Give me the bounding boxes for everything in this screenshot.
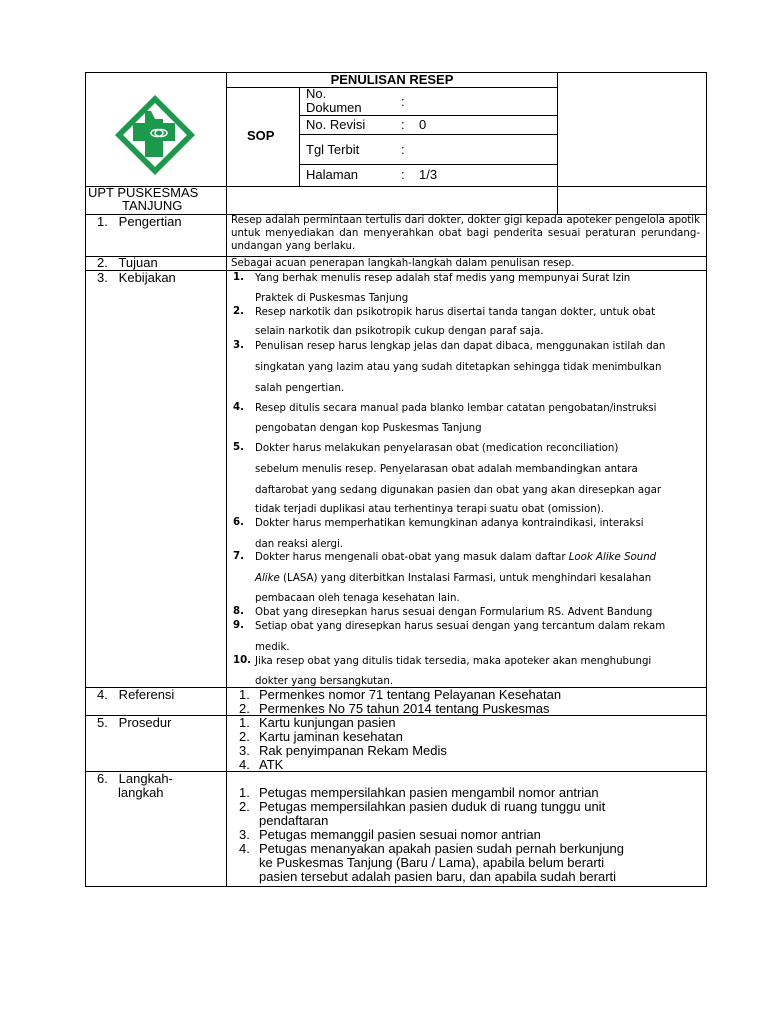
kebijakan-line-prefix: Dokter harus mengenali obat-obat yang masuk dalam daftar: [255, 552, 569, 563]
field-label-no-revisi: No. Revisi: [306, 117, 366, 132]
langkah-line: Petugas mempersilahkan pasien duduk di ruang tunggu unit: [259, 799, 606, 814]
kebijakan-number: 1.: [233, 272, 244, 283]
field-colon-no-revisi: :: [401, 117, 405, 132]
prosedur-number: 1.: [239, 715, 250, 730]
prosedur-number: 4.: [239, 757, 250, 772]
langkah-number: 2.: [239, 799, 250, 814]
kebijakan-line: daftarobat yang sedang digunakan pasien dan obat yang akan diresepkan agar: [255, 485, 662, 496]
langkah-number: 1.: [239, 785, 250, 800]
section-label-pengertian: 1. Pengertian: [97, 214, 182, 229]
kebijakan-number: 6.: [233, 517, 244, 528]
kebijakan-line: pengobatan dengan kop Puskesmas Tanjung: [255, 423, 482, 434]
referensi-item: Permenkes nomor 71 tentang Pelayanan Kesehatan: [259, 687, 562, 702]
kebijakan-number: 10.: [233, 655, 252, 666]
field-value-halaman: 1/3: [419, 167, 438, 182]
kebijakan-number: 2.: [233, 306, 244, 317]
kebijakan-line-italic: Alike: [255, 573, 280, 584]
kebijakan-line: Setiap obat yang diresepkan harus sesuai dengan yang tercantum dalam rekam: [255, 621, 666, 632]
kebijakan-line: dan reaksi alergi.: [255, 539, 344, 550]
section-label-kebijakan: 3. Kebijakan: [97, 270, 176, 285]
section-label-tujuan: 2. Tujuan: [97, 255, 158, 270]
langkah-line: Petugas menanyakan apakah pasien sudah pernah berkunjung: [259, 841, 624, 856]
kebijakan-line: Resep narkotik dan psikotropik harus disertai tanda tangan dokter, untuk obat: [255, 307, 656, 318]
tujuan-text: Sebagai acuan penerapan langkah-langkah dalam penulisan resep.: [231, 258, 575, 269]
prosedur-item: Kartu kunjungan pasien: [259, 715, 396, 730]
sop-label: SOP: [247, 128, 275, 143]
kebijakan-line: pembacaan oleh tenaga kesehatan lain.: [255, 593, 460, 604]
field-label-tgl-terbit: Tgl Terbit: [306, 142, 360, 157]
referensi-number: 1.: [239, 687, 250, 702]
prosedur-item: ATK: [259, 757, 284, 772]
prosedur-number: 3.: [239, 743, 250, 758]
kebijakan-line: Yang berhak menulis resep adalah staf medis yang mempunyai Surat Izin: [255, 273, 631, 284]
field-label-halaman: Halaman: [306, 167, 359, 182]
kebijakan-line: singkatan yang lazim atau yang sudah ditetapkan sehingga tidak menimbulkan: [255, 362, 662, 373]
section-label-langkah-2: langkah: [118, 785, 164, 800]
kebijakan-number: 4.: [233, 402, 244, 413]
kebijakan-line-rest: (LASA) yang diterbitkan Instalasi Farmasi, untuk menghindari kesalahan: [279, 573, 652, 584]
kebijakan-line: Praktek di Puskesmas Tanjung: [255, 293, 409, 304]
field-colon-no-dokumen: :: [401, 94, 405, 109]
kebijakan-number: 7.: [233, 551, 244, 562]
kebijakan-line: Resep ditulis secara manual pada blanko lembar catatan pengobatan/instruksi: [255, 403, 657, 414]
referensi-item: Permenkes No 75 tahun 2014 tentang Puskesmas: [259, 701, 550, 716]
kebijakan-line: tidak terjadi duplikasi atau terhentinya terapi suatu obat (omission).: [255, 504, 604, 515]
prosedur-number: 2.: [239, 729, 250, 744]
kebijakan-line: Obat yang diresepkan harus sesuai dengan Formularium RS. Advent Bandung: [255, 607, 653, 618]
section-label-referensi: 4. Referensi: [97, 687, 175, 702]
prosedur-item: Rak penyimpanan Rekam Medis: [259, 743, 447, 758]
kebijakan-line: sebelum menulis resep. Penyelarasan obat adalah membandingkan antara: [255, 464, 638, 475]
kebijakan-number: 8.: [233, 606, 244, 617]
kebijakan-line: dokter yang bersangkutan.: [255, 676, 394, 687]
kebijakan-number: 5.: [233, 442, 244, 453]
kebijakan-number: 9.: [233, 620, 244, 631]
pengertian-text: Resep adalah permintaan tertulis dari dokter, dokter gigi kepada apoteker pengelola apotik untuk menyediakan dan menyerahkan obat bagi penderita sesuai peraturan perundang-undangan yang berlaku.: [231, 215, 700, 252]
kebijakan-line: [255, 572, 699, 585]
kebijakan-number: 3.: [233, 340, 244, 351]
kebijakan-line: medik.: [255, 642, 290, 653]
langkah-line: pasien tersebut adalah pasien baru, dan apabila sudah berarti: [259, 869, 617, 884]
puskesmas-logo: [113, 93, 197, 177]
field-label-no-dokumen-2: Dokumen: [306, 100, 362, 115]
kebijakan-line: Dokter harus memperhatikan kemungkinan adanya kontraindikasi, interaksi: [255, 518, 644, 529]
langkah-line: Petugas mempersilahkan pasien mengambil nomor antrian: [259, 785, 599, 800]
langkah-line: ke Puskesmas Tanjung (Baru / Lama), apabila belum berarti: [259, 855, 605, 870]
langkah-number: 4.: [239, 841, 250, 856]
field-colon-tgl-terbit: :: [401, 142, 405, 157]
langkah-line: Petugas memanggil pasien sesuai nomor antrian: [259, 827, 541, 842]
prosedur-item: Kartu jaminan kesehatan: [259, 729, 403, 744]
org-name-line2: TANJUNG: [122, 198, 183, 213]
section-label-prosedur: 5. Prosedur: [97, 715, 172, 730]
kebijakan-line-italic: Look Alike Sound: [568, 552, 657, 563]
org-name-line1: UPT PUSKESMAS: [88, 185, 199, 200]
section-label-langkah-1: 6. Langkah-: [97, 771, 173, 786]
langkah-line: pendaftaran: [259, 813, 329, 828]
field-label-no-dokumen-1: No.: [306, 86, 327, 101]
referensi-number: 2.: [239, 701, 250, 716]
kebijakan-line: Dokter harus melakukan penyelarasan obat (medication reconciliation): [255, 443, 619, 454]
kebijakan-line: Jika resep obat yang ditulis tidak tersedia, maka apoteker akan menghubungi: [255, 656, 652, 667]
langkah-number: 3.: [239, 827, 250, 842]
kebijakan-line: [255, 551, 699, 564]
document-title: PENULISAN RESEP: [330, 72, 454, 87]
kebijakan-line: Penulisan resep harus lengkap jelas dan dapat dibaca, menggunakan istilah dan: [255, 341, 666, 352]
field-value-no-revisi: 0: [419, 117, 427, 132]
kebijakan-line: selain narkotik dan psikotropik cukup dengan paraf saja.: [255, 326, 544, 337]
field-colon-halaman: :: [401, 167, 405, 182]
kebijakan-line: salah pengertian.: [255, 383, 345, 394]
